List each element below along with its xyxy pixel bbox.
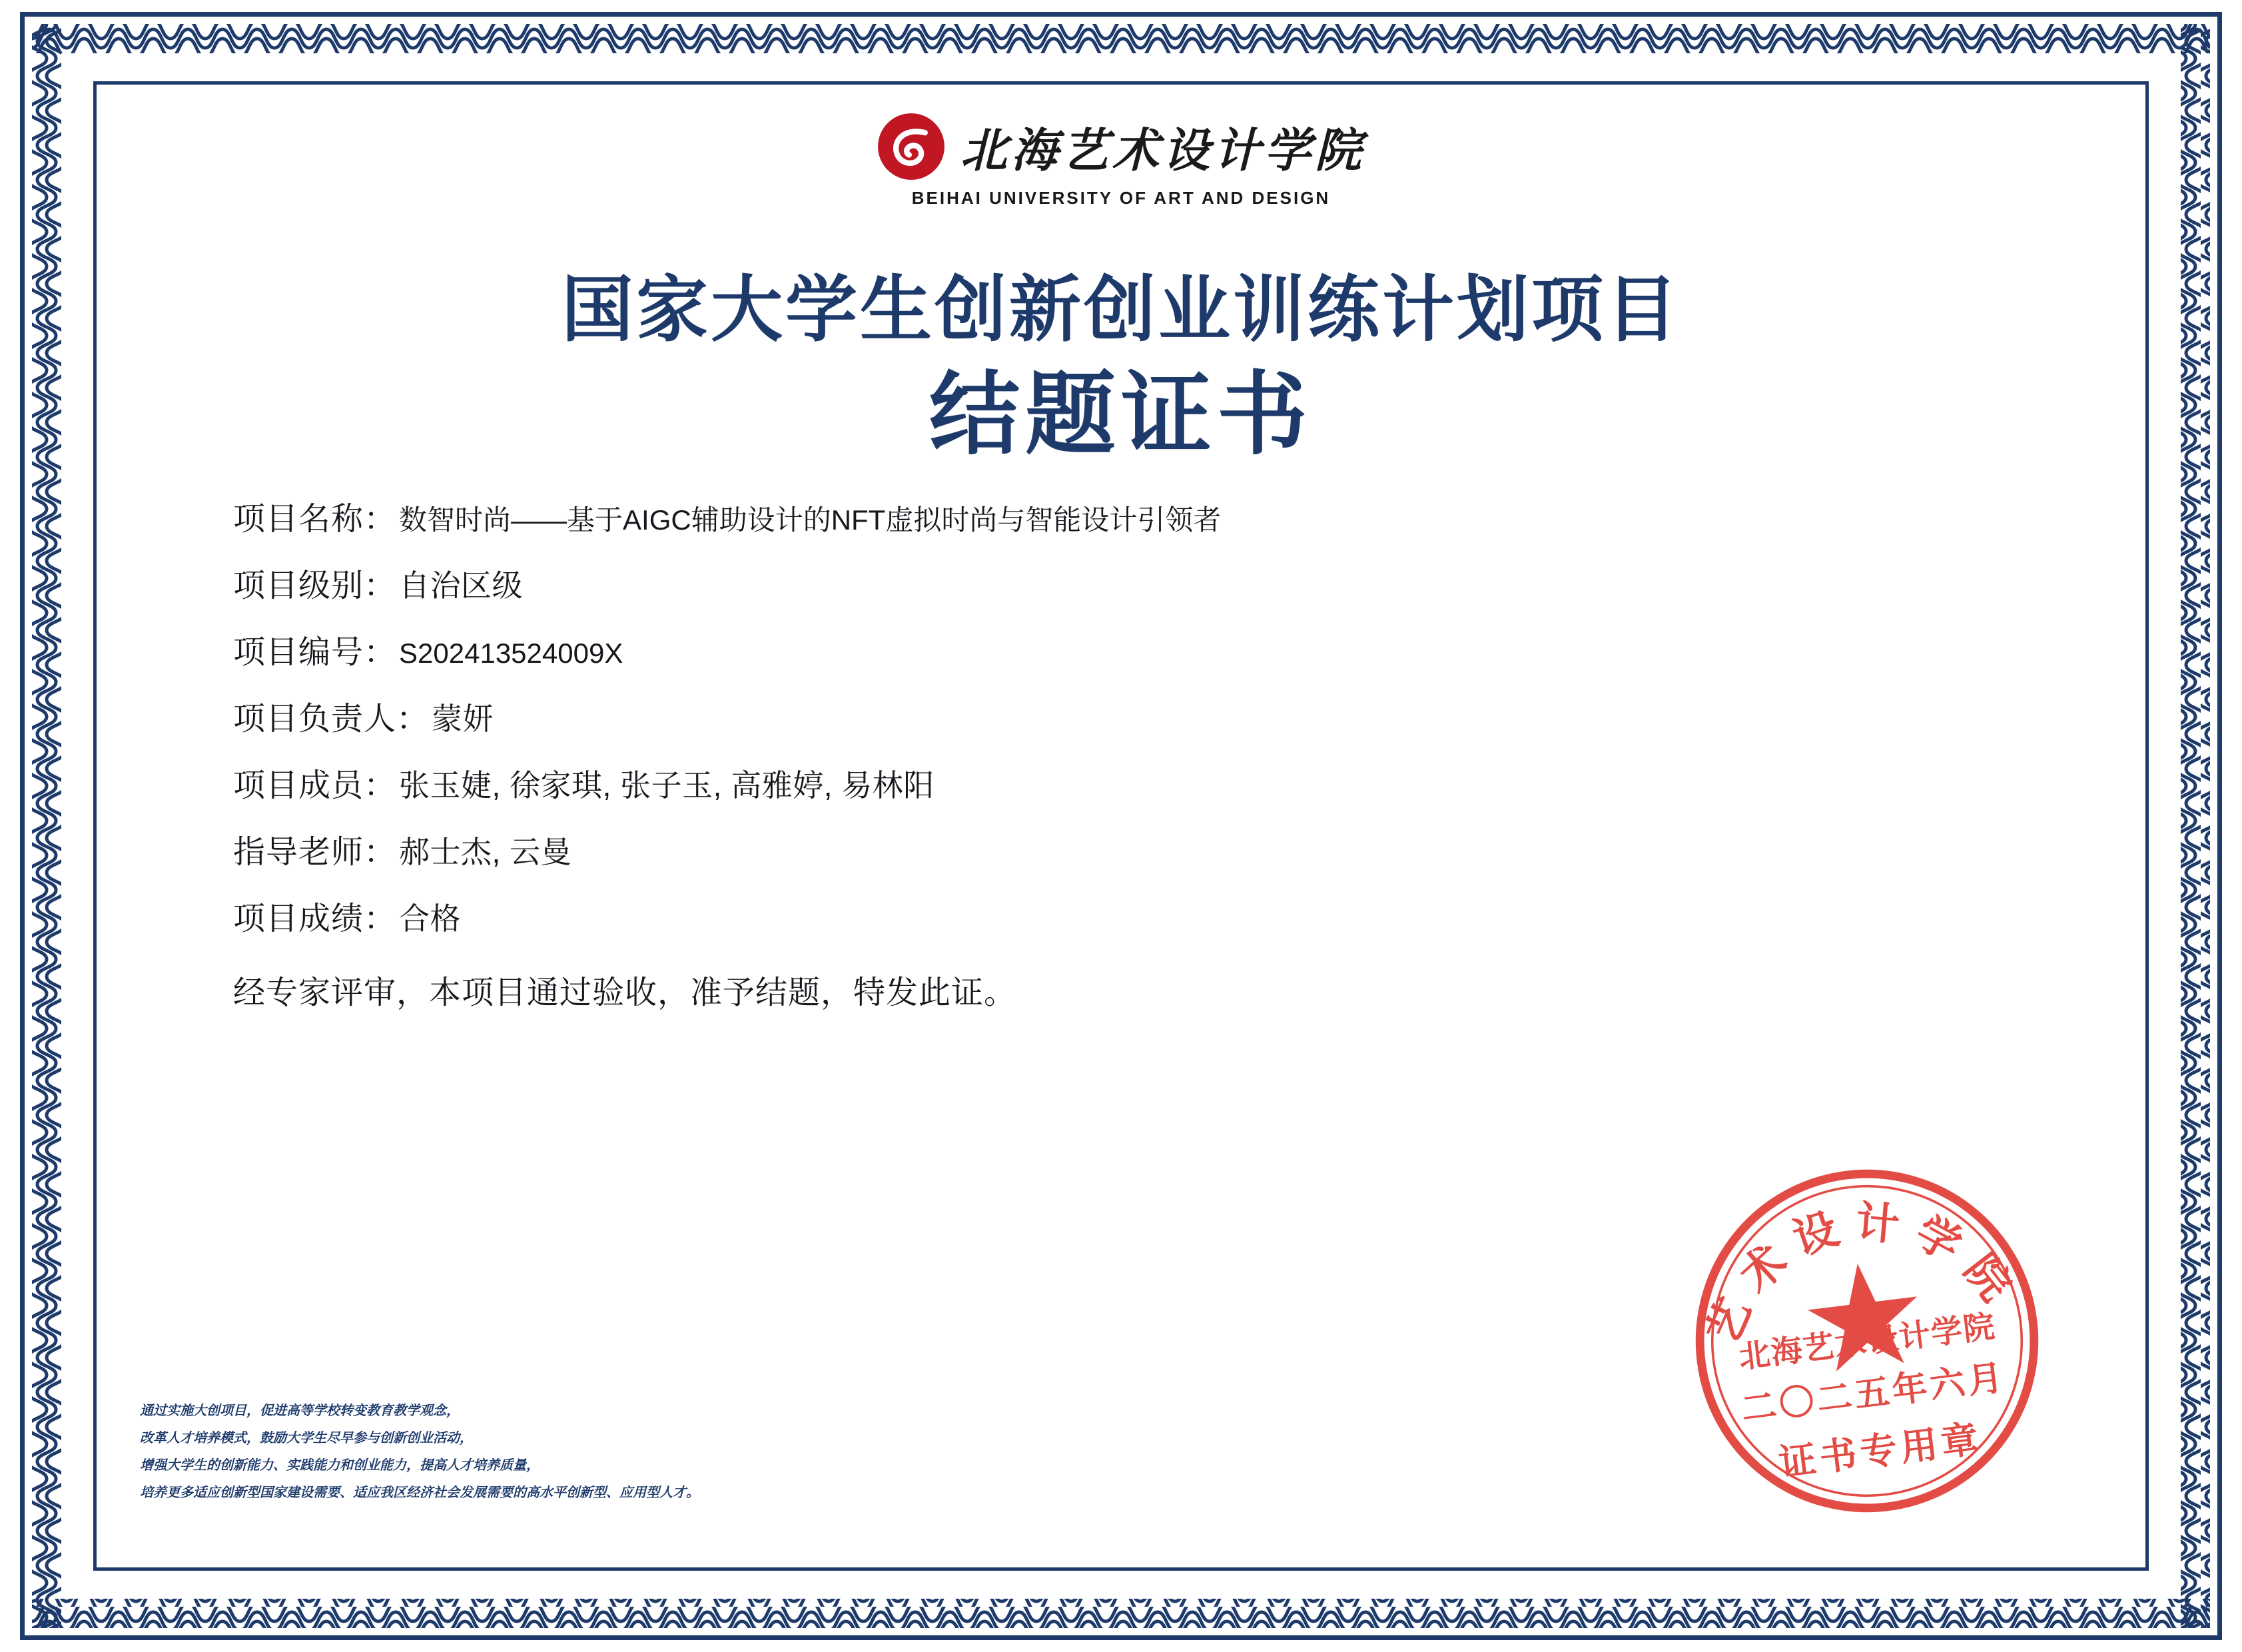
- field-project-grade: [233, 893, 2095, 939]
- field-value: 数智时尚——基于AIGC辅助设计的NFT虚拟时尚与智能设计引领者: [399, 504, 1222, 536]
- field-project-level: [233, 560, 2095, 606]
- field-project-leader: [233, 693, 2095, 739]
- field-label: 项目名称：: [233, 502, 397, 537]
- logo-row: [877, 112, 1365, 181]
- school-name-en: BEIHAI UNIVERSITY OF ART AND DESIGN: [911, 188, 1331, 208]
- field-value: 张玉婕, 徐家琪, 张子玉, 高雅婷, 易林阳: [399, 768, 934, 803]
- field-value: 郝士杰, 云曼: [399, 835, 572, 869]
- footnote-line: 培养更多适应创新型国家建设需要、适应我区经济社会发展需要的高水平创新型、应用型人才。: [140, 1485, 699, 1500]
- field-value: 合格: [399, 901, 462, 936]
- field-value: 蒙妍: [432, 701, 494, 736]
- field-value: S202413524009X: [399, 637, 623, 669]
- school-name-cn: 北海艺术设计学院: [960, 125, 1365, 177]
- certificate-fields: [233, 493, 2095, 1013]
- seal-line1: 北海艺术设计学院: [1736, 1309, 1998, 1376]
- field-label: 项目级别：: [233, 568, 397, 604]
- footnote-line: 改革人才培养模式，鼓励大学生尽早参与创新创业活动，: [140, 1431, 473, 1446]
- field-advisors: [233, 826, 2095, 872]
- certificate-content: [107, 93, 2135, 1559]
- field-label: 指导老师：: [233, 835, 397, 870]
- certificate-statement: 经专家评审，本项目通过验收，准予结题，特发此证。: [233, 975, 1017, 1011]
- seal-line3: 证书专用章: [1776, 1418, 1985, 1485]
- seal-line2: 二〇二五年六月: [1739, 1358, 2008, 1430]
- field-project-number: [233, 626, 2095, 672]
- seal-arc-text: 艺术设计学院: [1698, 1198, 2028, 1351]
- field-label: 项目编号：: [233, 635, 397, 670]
- footnote-block: [140, 1398, 699, 1507]
- field-project-members: [233, 759, 2095, 805]
- field-label: 项目成绩：: [233, 901, 397, 937]
- official-seal: [1677, 1151, 2057, 1531]
- field-label: 项目负责人：: [233, 701, 430, 737]
- field-project-name: [233, 493, 2095, 539]
- spiral-wave-icon: [877, 112, 946, 181]
- footnote-line: 通过实施大创项目，促进高等学校转变教育教学观念，: [140, 1404, 460, 1418]
- certificate-title-line1: 国家大学生创新创业训练计划项目: [561, 271, 1681, 350]
- footnote-line: 增强大学生的创新能力、实践能力和创业能力，提高人才培养质量，: [140, 1458, 540, 1473]
- field-label: 项目成员：: [233, 768, 397, 803]
- school-logo: [107, 112, 2135, 208]
- certificate-title-line2: 结题证书: [929, 366, 1313, 466]
- field-value: 自治区级: [399, 568, 524, 603]
